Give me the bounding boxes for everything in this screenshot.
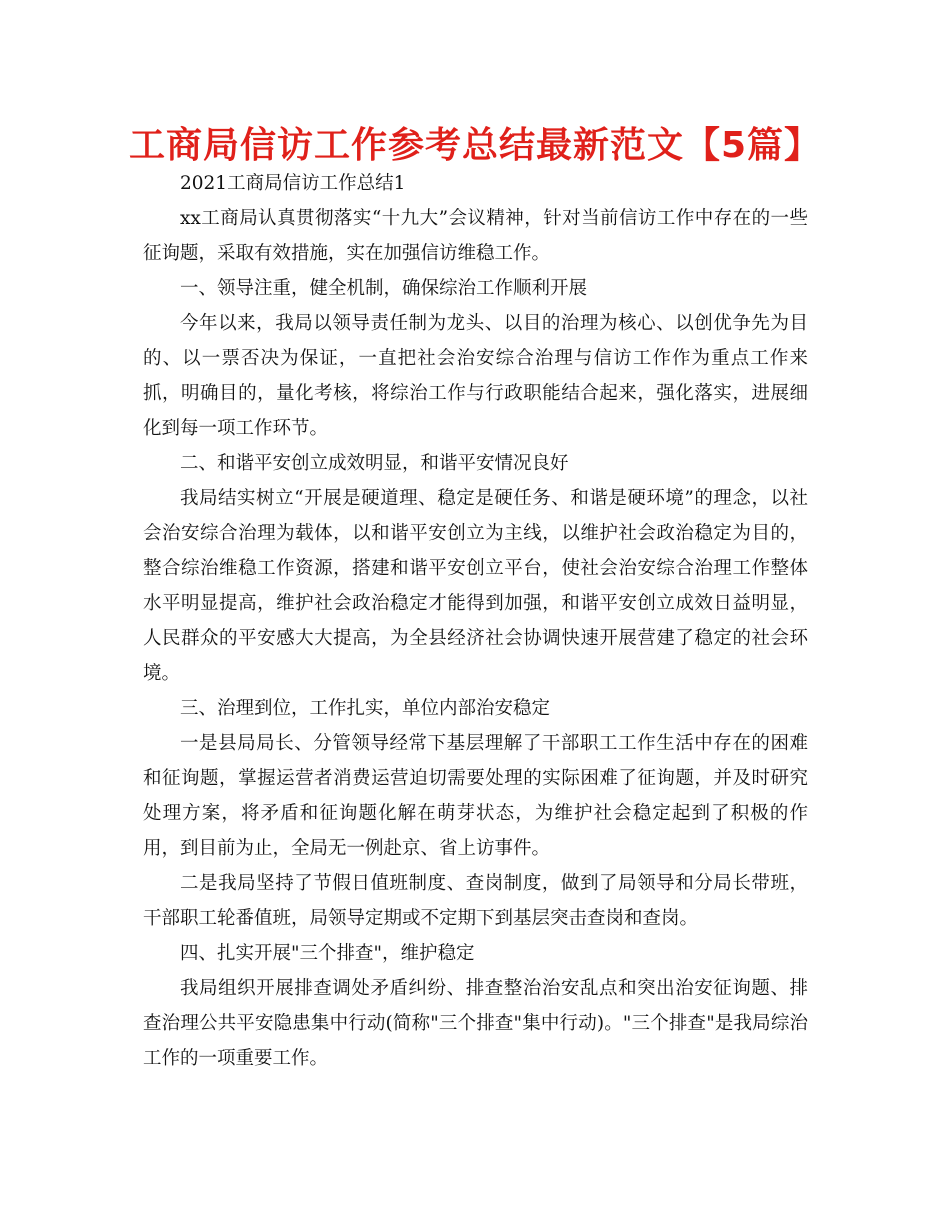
section-heading: 三、治理到位，工作扎实，单位内部治安稳定 — [180, 698, 551, 719]
section-heading: 四、扎实开展"三个排查"，维护稳定 — [180, 943, 475, 964]
paragraph: 二是我局坚持了节假日值班制度、查岗制度，做到了局领导和分局长带班，干部职工轮番值班，局领导定期或不定期下到基层突击查岗和查岗。 — [143, 873, 808, 929]
paragraph: 今年以来，我局以领导责任制为龙头、以目的治理为核心、以创优争先为目的、以一票否决为保证，一直把社会治安综合治理与信访工作作为重点工作来抓，明确目的，量化考核，将综治工作与行政职能结合起来，强化落实，进展细化到每一项工作环节。 — [143, 313, 808, 439]
document-title: 工商局信访工作参考总结最新范文【5篇】 — [128, 125, 822, 166]
document-body — [143, 166, 808, 1076]
section-heading: 二、和谐平安创立成效明显，和谐平安情况良好 — [180, 453, 569, 474]
paragraph: xx工商局认真贯彻落实“十九大”会议精神，针对当前信访工作中存在的一些征询题，采取有效措施，实在加强信访维稳工作。 — [143, 208, 808, 264]
paragraph: 我局组织开展排查调处矛盾纠纷、排查整治治安乱点和突出治安征询题、排查治理公共平安隐患集中行动(简称"三个排查"集中行动)。"三个排查"是我局综治工作的一项重要工作。 — [143, 978, 808, 1069]
paragraph: 一是县局局长、分管领导经常下基层理解了干部职工工作生活中存在的困难和征询题，掌握运营者消费运营迫切需要处理的实际困难了征询题，并及时研究处理方案，将矛盾和征询题化解在萌芽状态，为维护社会稳定起到了积极的作用，到目前为止，全局无一例赴京、省上访事件。 — [143, 733, 808, 859]
paragraph: 我局结实树立“开展是硬道理、稳定是硬任务、和谐是硬环境”的理念，以社会治安综合治理为载体，以和谐平安创立为主线，以维护社会政治稳定为目的，整合综治维稳工作资源，搭建和谐平安创立平台，使社会治安综合治理工作整体水平明显提高，维护社会政治稳定才能得到加强，和谐平安创立成效日益明显，人民群众的平安感大大提高，为全县经济社会协调快速开展营建了稳定的社会环境。 — [143, 488, 808, 684]
section-heading: 2021工商局信访工作总结1 — [180, 173, 406, 194]
section-heading: 一、领导注重，健全机制，确保综治工作顺利开展 — [180, 278, 588, 299]
